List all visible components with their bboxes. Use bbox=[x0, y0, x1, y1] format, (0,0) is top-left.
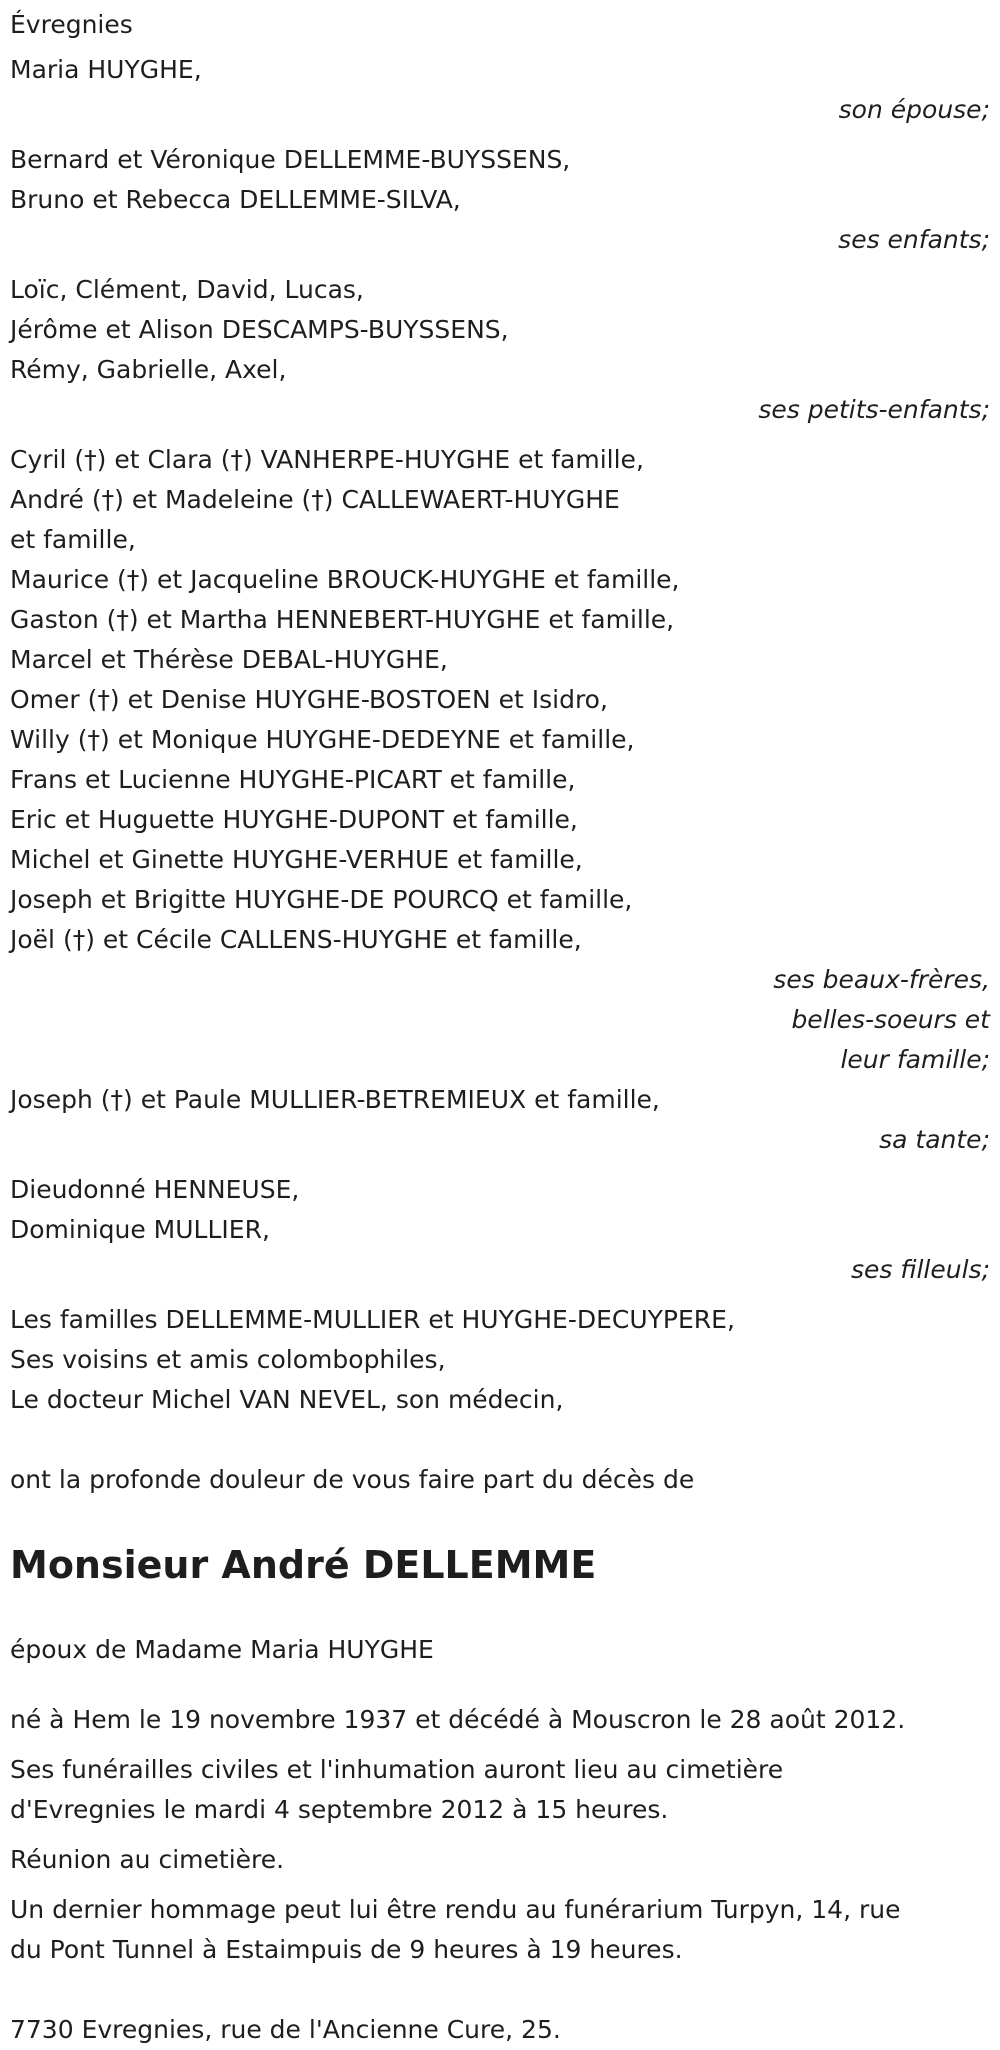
mourner-line: Ses voisins et amis colombophiles, bbox=[10, 1345, 446, 1374]
funeral-paragraph bbox=[10, 1750, 1000, 1830]
family-line: Loïc, Clément, David, Lucas, bbox=[10, 275, 364, 304]
homage-line: Un dernier hommage peut lui être rendu au funérarium Turpyn, 14, rue bbox=[10, 1895, 901, 1924]
family-line: Joseph et Brigitte HUYGHE-DE POURCQ et famille, bbox=[10, 885, 633, 914]
family-line: Bernard et Véronique DELLEMME-BUYSSENS, bbox=[10, 145, 571, 174]
other-mourners bbox=[10, 1300, 1000, 1420]
family-group-grandchildren bbox=[10, 270, 1000, 430]
birth-death-line: né à Hem le 19 novembre 1937 et décédé à Mouscron le 28 août 2012. bbox=[10, 1705, 906, 1734]
family-line: Dieudonné HENNEUSE, bbox=[10, 1175, 300, 1204]
family-line: André (†) et Madeleine (†) CALLEWAERT-HUYGHE bbox=[10, 485, 620, 514]
family-line: Willy (†) et Monique HUYGHE-DEDEYNE et famille, bbox=[10, 725, 635, 754]
family-line: Dominique MULLIER, bbox=[10, 1215, 270, 1244]
relation-label: leur famille; bbox=[840, 1045, 990, 1074]
homage-paragraph bbox=[10, 1890, 1000, 1970]
family-line: Maria HUYGHE, bbox=[10, 55, 202, 84]
relation-label: ses beaux-frères, bbox=[773, 965, 990, 994]
homage-line: du Pont Tunnel à Estaimpuis de 9 heures à 19 heures. bbox=[10, 1935, 683, 1964]
family-line: et famille, bbox=[10, 525, 136, 554]
announcement-text: ont la profonde douleur de vous faire part du décès de bbox=[10, 1465, 695, 1494]
relation-label: ses enfants; bbox=[838, 225, 990, 254]
relation-label: ses filleuls; bbox=[850, 1255, 990, 1284]
address-line: 7730 Evregnies, rue de l'Ancienne Cure, 25. bbox=[10, 2015, 561, 2044]
spouse-line: époux de Madame Maria HUYGHE bbox=[10, 1635, 434, 1664]
family-group-aunt bbox=[10, 1080, 1000, 1160]
family-line: Rémy, Gabrielle, Axel, bbox=[10, 355, 287, 384]
family-line: Maurice (†) et Jacqueline BROUCK-HUYGHE et famille, bbox=[10, 565, 680, 594]
family-line: Joseph (†) et Paule MULLIER-BETREMIEUX et famille, bbox=[10, 1085, 660, 1114]
family-group-spouse bbox=[10, 50, 1000, 130]
meeting-line: Réunion au cimetière. bbox=[10, 1845, 285, 1874]
family-line: Marcel et Thérèse DEBAL-HUYGHE, bbox=[10, 645, 448, 674]
family-line: Omer (†) et Denise HUYGHE-BOSTOEN et Isidro, bbox=[10, 685, 608, 714]
relation-label: belles-soeurs et bbox=[791, 1005, 990, 1034]
deceased-name: Monsieur André DELLEMME bbox=[10, 1543, 597, 1587]
relation-label: sa tante; bbox=[879, 1125, 990, 1154]
family-line: Bruno et Rebecca DELLEMME-SILVA, bbox=[10, 185, 461, 214]
town-name: Évregnies bbox=[10, 10, 133, 39]
family-line: Cyril (†) et Clara (†) VANHERPE-HUYGHE et famille, bbox=[10, 445, 644, 474]
relation-label: ses petits-enfants; bbox=[758, 395, 990, 424]
funeral-line: d'Evregnies le mardi 4 septembre 2012 à 15 heures. bbox=[10, 1795, 669, 1824]
family-group-children bbox=[10, 140, 1000, 260]
mourner-line: Le docteur Michel VAN NEVEL, son médecin, bbox=[10, 1385, 564, 1414]
family-line: Michel et Ginette HUYGHE-VERHUE et famille, bbox=[10, 845, 583, 874]
relation-label: son épouse; bbox=[838, 95, 990, 124]
family-group-godchildren bbox=[10, 1170, 1000, 1290]
family-group-in-laws bbox=[10, 440, 1000, 1080]
family-line: Gaston (†) et Martha HENNEBERT-HUYGHE et famille, bbox=[10, 605, 675, 634]
family-line: Jérôme et Alison DESCAMPS-BUYSSENS, bbox=[10, 315, 509, 344]
mourner-line: Les familles DELLEMME-MULLIER et HUYGHE-DECUYPERE, bbox=[10, 1305, 735, 1334]
funeral-line: Ses funérailles civiles et l'inhumation auront lieu au cimetière bbox=[10, 1755, 784, 1784]
family-line: Joël (†) et Cécile CALLENS-HUYGHE et famille, bbox=[10, 925, 582, 954]
family-line: Frans et Lucienne HUYGHE-PICART et famille, bbox=[10, 765, 576, 794]
family-line: Eric et Huguette HUYGHE-DUPONT et famille, bbox=[10, 805, 578, 834]
